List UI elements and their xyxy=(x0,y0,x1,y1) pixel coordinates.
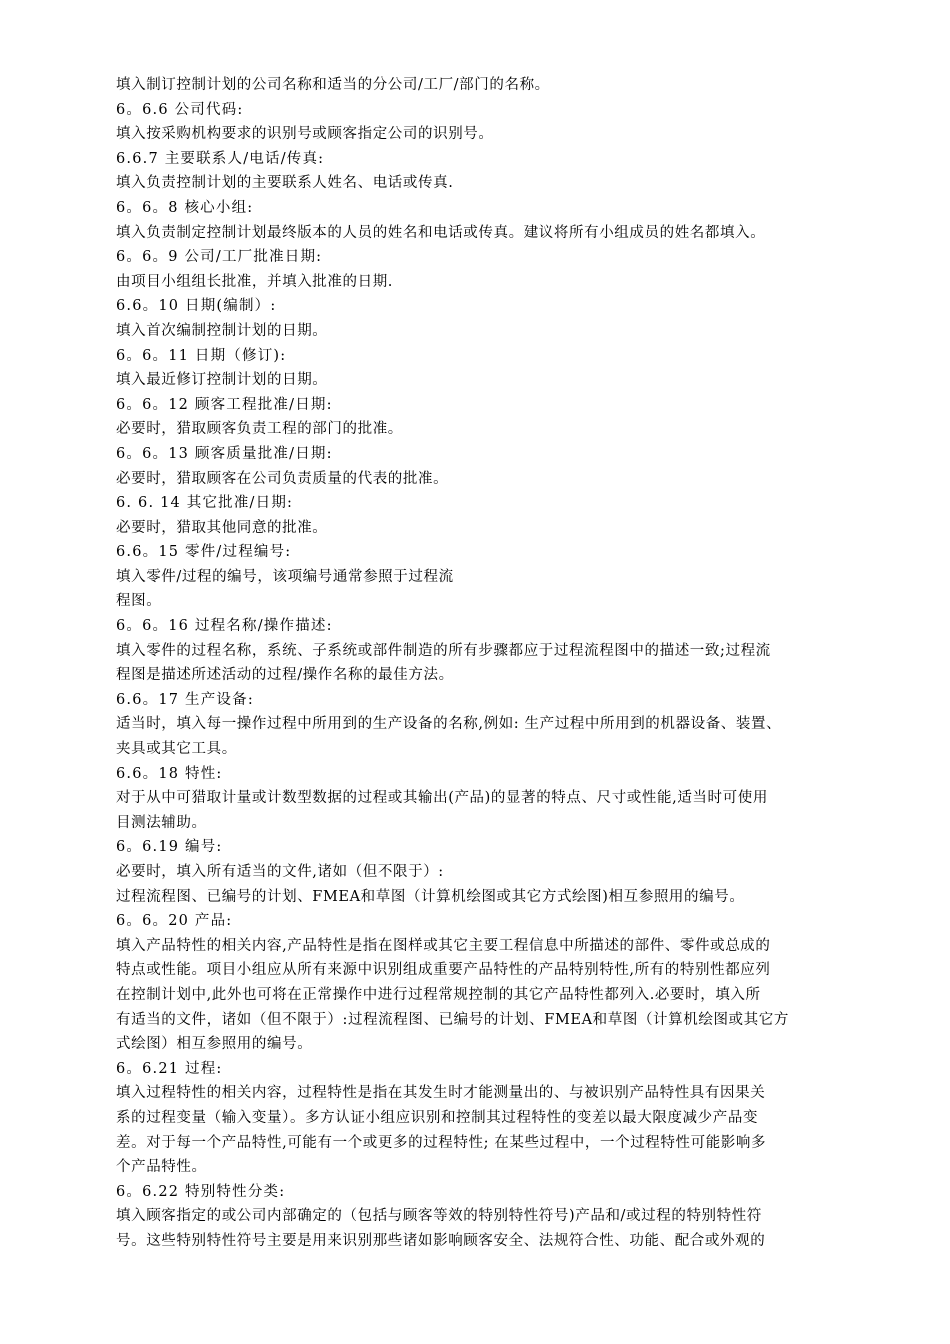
paragraph-line: 目测法辅助。 xyxy=(116,814,207,831)
paragraph-line: 夹具或其它工具。 xyxy=(116,741,237,758)
section-heading: 6。6。12 顾客工程批准/日期: xyxy=(116,396,333,413)
section-heading: 6。6。16 过程名称/操作描述: xyxy=(116,618,333,635)
paragraph-line: 填入按采购机构要求的识别号或顾客指定公司的识别号。 xyxy=(116,126,494,143)
paragraph-line: 填入最近修订控制计划的日期。 xyxy=(116,372,328,389)
paragraph-line: 由项目小组组长批准，并填入批准的日期. xyxy=(116,273,394,290)
paragraph-line: 填入负责制定控制计划最终版本的人员的姓名和电话或传真。建议将所有小组成员的姓名都填入。 xyxy=(116,224,766,241)
section-heading: 6。6。8 核心小组: xyxy=(116,199,254,216)
paragraph-line: 必要时，猎取顾客在公司负责质量的代表的批准。 xyxy=(116,470,449,487)
paragraph-line: 填入制订控制计划的公司名称和适当的分公司/工厂/部门的名称。 xyxy=(116,77,550,93)
document-body xyxy=(116,73,858,1254)
paragraph-line: 程图是描述所述活动的过程/操作名称的最佳方法。 xyxy=(116,667,454,684)
section-heading: 6.6。17 生产设备: xyxy=(116,691,254,708)
section-heading: 6.6。18 特性: xyxy=(116,765,223,782)
paragraph-line: 填入过程特性的相关内容，过程特性是指在其发生时才能测量出的、与被识别产品特性具有因果关 xyxy=(116,1085,766,1102)
section-heading: 6。6.6 公司代码: xyxy=(116,101,244,118)
paragraph-line: 填入零件/过程的编号，该项编号通常参照于过程流 xyxy=(116,568,454,585)
section-heading: 6.6。15 零件/过程编号: xyxy=(116,544,292,561)
paragraph-line: 程图。 xyxy=(116,593,162,610)
paragraph-line: 号。这些特别特性符号主要是用来识别那些诸如影响顾客安全、法规符合性、功能、配合或外观的 xyxy=(116,1232,766,1249)
paragraph-line: 填入顾客指定的或公司内部确定的（包括与顾客等效的特别特性符号)产品和/或过程的特别特性符 xyxy=(116,1208,762,1225)
section-heading: 6。6。13 顾客质量批准/日期: xyxy=(116,445,333,462)
paragraph-line: 填入产品特性的相关内容,产品特性是指在图样或其它主要工程信息中所描述的部件、零件或总成的 xyxy=(116,937,771,954)
section-heading: 6。6.21 过程: xyxy=(116,1060,223,1077)
paragraph-line: 过程流程图、已编号的计划、FMEA和草图（计算机绘图或其它方式绘图)相互参照用的编号。 xyxy=(116,888,745,905)
paragraph-line: 必要时，填入所有适当的文件,诸如（但不限于）: xyxy=(116,864,444,880)
paragraph-line: 个产品特性。 xyxy=(116,1159,207,1176)
paragraph-line: 有适当的文件，诸如（但不限于）:过程流程图、已编号的计划、FMEA和草图（计算机绘图或其它方 xyxy=(116,1011,789,1028)
section-heading: 6.6.7 主要联系人/电话/传真: xyxy=(116,150,325,167)
section-heading: 6。6.22 特别特性分类: xyxy=(116,1183,286,1200)
section-heading: 6。6。9 公司/工厂批准日期: xyxy=(116,249,323,266)
section-heading: 6。6.19 编号: xyxy=(116,839,223,856)
section-heading: 6. 6. 14 其它批准/日期: xyxy=(116,495,294,512)
paragraph-line: 对于从中可猎取计量或计数型数据的过程或其输出(产品)的显著的特点、尺寸或性能,适当时可使用 xyxy=(116,790,768,807)
paragraph-line: 式绘图）相互参照用的编号。 xyxy=(116,1036,313,1053)
paragraph-line: 差。对于每一个产品特性,可能有一个或更多的过程特性; 在某些过程中，一个过程特性可能影响多 xyxy=(116,1134,767,1151)
paragraph-line: 适当时，填入每一操作过程中所用到的生产设备的名称,例如: 生产过程中所用到的机器设备、装置、 xyxy=(116,716,782,733)
paragraph-line: 特点或性能。项目小组应从所有来源中识别组成重要产品特性的产品特别特性,所有的特别性都应列 xyxy=(116,962,771,979)
paragraph-line: 在控制计划中,此外也可将在正常操作中进行过程常规控制的其它产品特性都列入.必要时，填入所 xyxy=(116,986,761,1003)
paragraph-line: 必要时，猎取其他同意的批准。 xyxy=(116,519,328,536)
section-heading: 6。6。11 日期（修订): xyxy=(116,347,287,364)
paragraph-line: 系的过程变量（输入变量）。多方认证小组应识别和控制其过程特性的变差以最大限度减少产品变 xyxy=(116,1109,759,1126)
section-heading: 6。6。20 产品: xyxy=(116,913,233,930)
paragraph-line: 填入负责控制计划的主要联系人姓名、电话或传真. xyxy=(116,175,454,192)
paragraph-line: 填入首次编制控制计划的日期。 xyxy=(116,322,328,339)
section-heading: 6.6。10 日期(编制）: xyxy=(116,298,277,315)
paragraph-line: 填入零件的过程名称，系统、子系统或部件制造的所有步骤都应于过程流程图中的描述一致;过程流 xyxy=(116,642,771,659)
paragraph-line: 必要时，猎取顾客负责工程的部门的批准。 xyxy=(116,421,403,438)
